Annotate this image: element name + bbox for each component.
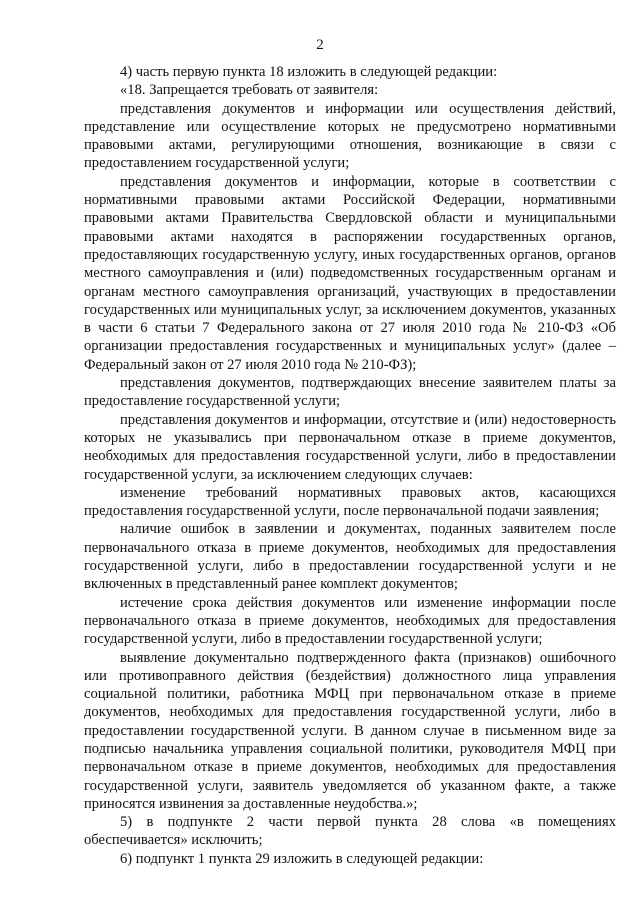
paragraph-exception-1: изменение требований нормативных правовых актов, касающихся предоставления государственной услуги, после первоначальной подачи заявления; xyxy=(84,484,616,520)
paragraph-prohibition-3: представления документов, подтверждающих внесение заявителем платы за предоставление государственной услуги; xyxy=(84,375,616,410)
paragraph-prohibition-1: представления документов и информации или осуществления действий, представление или осуществление которых не предусмотрено нормативными правовыми актами, регулирующими отношения, возникающие в связи с предоставлением государственной услуги; xyxy=(84,100,616,172)
paragraph-exception-2: наличие ошибок в заявлении и документах, поданных заявителем после первоначального отказа в приеме документов, необходимых для предоставления государственной услуги, либо в предоставлении государственной услуги и не включенных в представленный ранее комплект документов; xyxy=(84,521,616,593)
paragraph-item-6: 6) подпункт 1 пункта 29 изложить в следующей редакции: xyxy=(120,850,484,867)
document-body xyxy=(84,63,616,868)
paragraph-item-4: 4) часть первую пункта 18 изложить в следующей редакции: xyxy=(120,64,498,80)
paragraph-prohibition-4: представления документов и информации, отсутствие и (или) недостоверность которых не указывались при первоначальном отказе в приеме документов, необходимых для предоставления государственной услуги, либо в предоставлении государственной услуги, за исключением следующих случаев: xyxy=(84,411,616,483)
paragraph-exception-3: истечение срока действия документов или изменение информации после первоначального отказа в приеме документов, необходимых для предоставления государственной услуги, либо в предоставлении государственной услуги; xyxy=(84,594,616,648)
page-number: 2 xyxy=(316,37,324,53)
paragraph-point-18-heading: «18. Запрещается требовать от заявителя: xyxy=(120,82,379,99)
paragraph-prohibition-2: представления документов и информации, которые в соответствии с нормативными правовыми актами Российской Федерации, нормативными правовыми актами Правительства Свердловской области и муниципальными правовыми актами находятся в распоряжении государственных органов, предоставляющих государственную услугу, иных государственных органов, органов местного самоуправления и (или) подведомственных государственным органам и органам местного самоуправления организаций, участвующих в предоставлении государственных или муниципальных услуг, за исключением документов, указанных в части 6 статьи 7 Федерального закона от 27 июля 2010 года № 210-ФЗ «Об организации предоставления государственных и муниципальных услуг» (далее – Федеральный закон от 27 июля 2010 года № 210-ФЗ); xyxy=(84,173,616,373)
paragraph-item-5: 5) в подпункте 2 части первой пункта 28 слова «в помещениях обеспечивается» исключить; xyxy=(84,814,616,849)
paragraph-exception-4: выявление документально подтвержденного факта (признаков) ошибочного или противоправного действия (бездействия) должностного лица управления социальной политики, работника МФЦ при первоначальном отказе в приеме документов, необходимых для предоставления государственной услуги, либо в предоставлении государственной услуги. В данном случае в письменном виде за подписью начальника управления социальной политики, руководителя МФЦ при первоначальном отказе в приеме документов, необходимых для предоставления государственной услуги, заявитель уведомляется об указанном факте, а также приносятся извинения за доставленные неудобства.»; xyxy=(84,649,616,812)
